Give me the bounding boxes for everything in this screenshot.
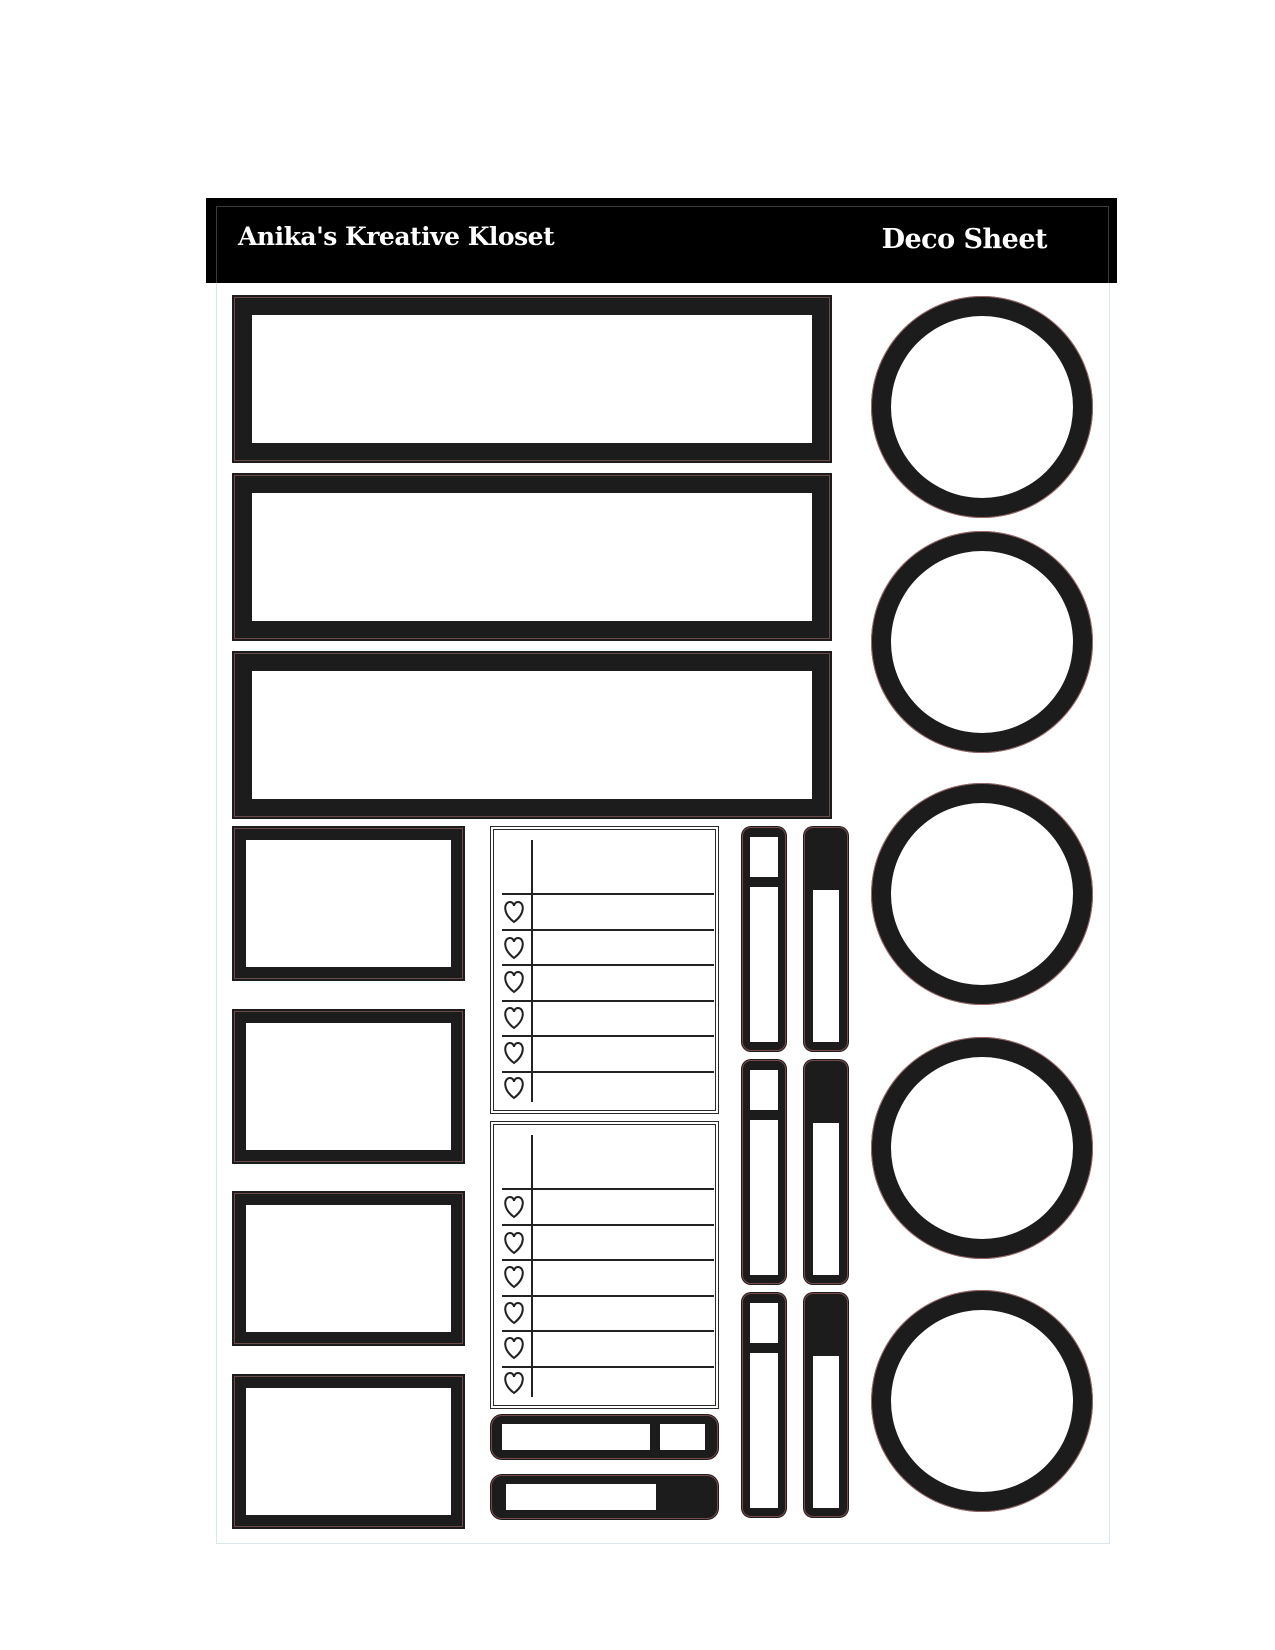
circle-frame-sticker — [871, 531, 1093, 753]
vertical-box-sticker — [741, 1292, 787, 1518]
small-frame-sticker — [232, 1191, 465, 1346]
small-frame-sticker — [232, 1374, 465, 1529]
wide-frame-sticker — [232, 473, 832, 641]
vertical-box-sticker — [741, 1059, 787, 1285]
circle-frame-sticker — [871, 783, 1093, 1005]
heart-checklist-sticker — [490, 826, 719, 1114]
circle-frame-sticker — [871, 296, 1093, 518]
brand-name: Anika's Kreative Kloset — [238, 222, 555, 251]
small-frame-sticker — [232, 1009, 465, 1164]
sheet-header — [206, 198, 1117, 283]
vertical-box-sticker — [803, 826, 849, 1052]
sheet-type-title: Deco Sheet — [881, 224, 1047, 255]
horizontal-box-sticker — [490, 1414, 719, 1460]
wide-frame-sticker — [232, 651, 832, 819]
heart-checklist-sticker — [490, 1121, 719, 1409]
wide-frame-sticker — [232, 295, 832, 463]
horizontal-box-sticker — [490, 1474, 719, 1520]
vertical-box-sticker — [803, 1292, 849, 1518]
circle-frame-sticker — [871, 1037, 1093, 1259]
small-frame-sticker — [232, 826, 465, 981]
circle-frame-sticker — [871, 1290, 1093, 1512]
vertical-box-sticker — [741, 826, 787, 1052]
vertical-box-sticker — [803, 1059, 849, 1285]
